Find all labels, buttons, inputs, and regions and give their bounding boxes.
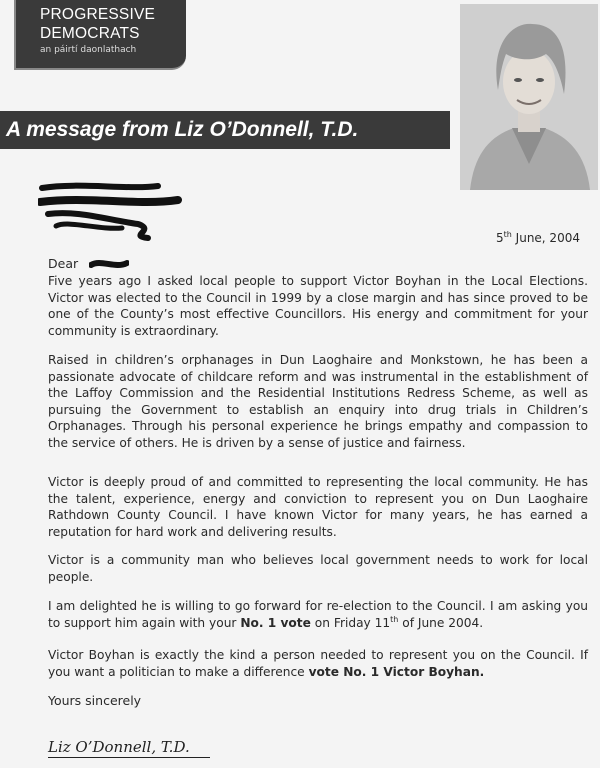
logo-line-2: DEMOCRATS [40, 25, 140, 42]
logo-tagline: an páirtí daonlathach [40, 45, 137, 55]
paragraph-2: Raised in children’s orphanages in Dun Laoghaire and Monkstown, he has been a passionate advocate of childcare reform and was instrumental in the establishment of the Laffoy Commission and the Residential Institutions Redress Scheme, as well as pursuing the Government to establish an enquiry into drug trials in Children’s Orphanages. Through his personal experience he brings empathy and compassion to the service of others. He is driven by a sense of justice and fairness. [48, 353, 588, 450]
redacted-address-scribble [38, 180, 188, 242]
paragraph-5 [48, 598, 588, 631]
portrait-illustration [460, 4, 598, 190]
p5-text-a: I am delighted he is willing to go forward for re-election to the Council. I am asking you to support him again with your [48, 599, 588, 630]
letter-date [496, 230, 580, 245]
paragraph-1: Five years ago I asked local people to support Victor Boyhan in the Local Elections. Victor was elected to the Council in 1999 by a close margin and has since proved to be one of the County’s most effective Councillors. His energy and commitment for your community is extraordinary. [48, 274, 588, 338]
headline-banner [0, 111, 450, 149]
logo-line-1: PROGRESSIVE [40, 6, 156, 23]
party-logo [14, 0, 186, 70]
p6-text-a: Victor Boyhan is exactly the kind a person needed to represent you on the Council. If you want a politician to make a difference [48, 648, 588, 679]
signature: Liz O’Donnell, T.D. [48, 738, 210, 758]
salutation: Dear [48, 256, 79, 271]
date-rest: June, 2004 [511, 231, 580, 245]
date-suffix: th [503, 230, 512, 239]
portrait-photo [460, 4, 598, 190]
p5-sup: th [390, 614, 399, 624]
p5-text-c: of June 2004. [398, 615, 484, 630]
paragraph-4: Victor is a community man who believes local government needs to work for local people. [48, 553, 588, 584]
p5-bold: No. 1 vote [240, 615, 311, 630]
date-day: 5 [496, 231, 504, 245]
paragraph-6 [48, 647, 588, 680]
closing: Yours sincerely [48, 693, 142, 708]
p5-text-b: on Friday 11 [310, 615, 391, 630]
p6-bold: vote No. 1 Victor Boyhan. [308, 664, 485, 679]
redacted-name-scribble [89, 257, 129, 271]
headline-text: A message from Liz O’Donnell, T.D. [6, 118, 359, 141]
paragraph-3: Victor is deeply proud of and committed to representing the local community. He has the talent, experience, energy and conviction to represent you on Dun Laoghaire Rathdown County Council. I have known Victor for many years, he has earned a reputation for hard work and delivering results. [48, 475, 588, 539]
